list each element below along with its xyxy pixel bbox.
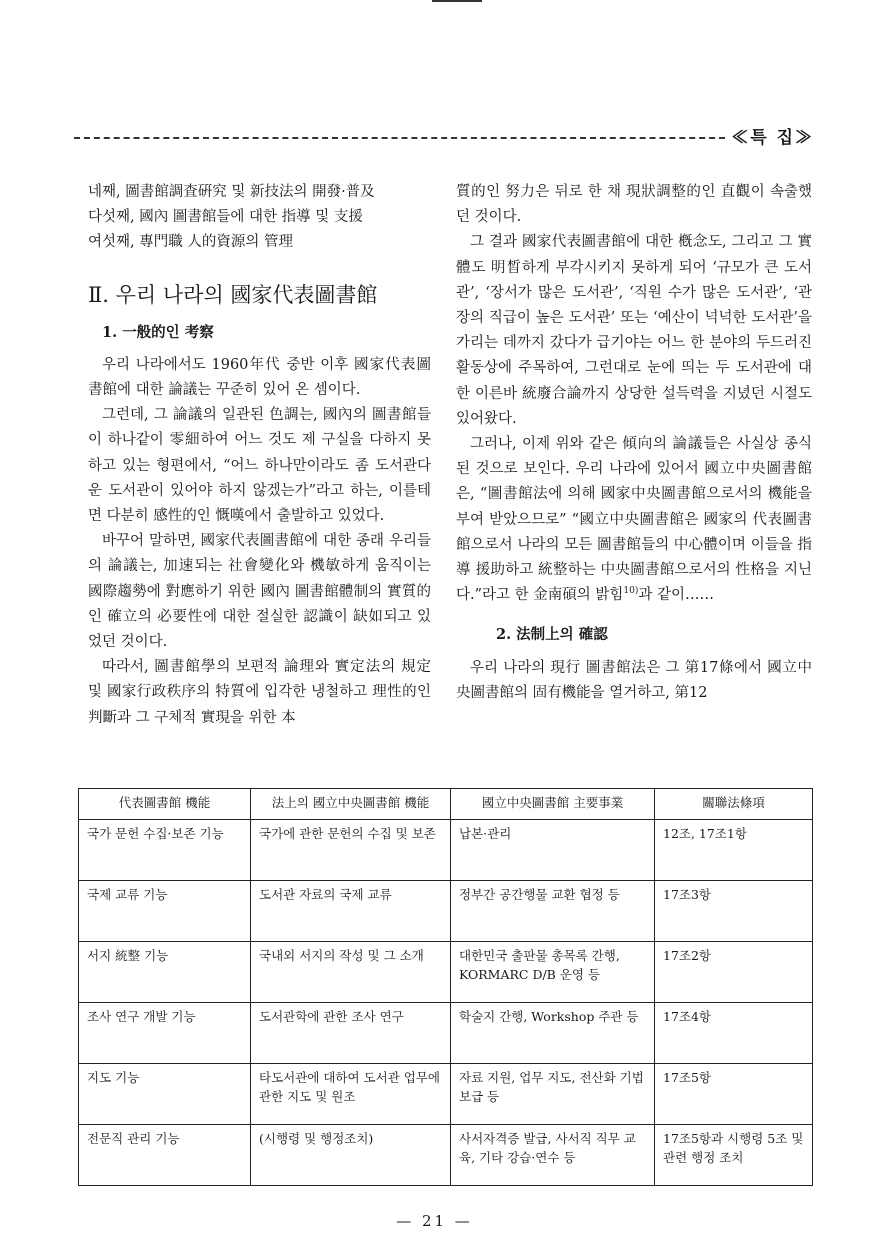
table-cell: 타도서관에 대하여 도서관 업무에 관한 지도 및 원조 bbox=[251, 1064, 451, 1125]
table-cell: 지도 기능 bbox=[79, 1064, 251, 1125]
table-cell: (시행령 및 행정조치) bbox=[251, 1125, 451, 1186]
section-heading: Ⅱ. 우리 나라의 國家代表圖書館 bbox=[88, 282, 378, 307]
table-cell: 12조, 17조1항 bbox=[655, 820, 813, 881]
column-header: 法上의 國立中央圖書館 機能 bbox=[251, 789, 451, 820]
table-row bbox=[79, 942, 813, 1003]
table-row bbox=[79, 820, 813, 881]
table-cell: 도서관학에 관한 조사 연구 bbox=[251, 1003, 451, 1064]
page-number: — 21 — bbox=[396, 1212, 473, 1230]
paragraph bbox=[456, 432, 812, 608]
table-cell: 국가 문헌 수집·보존 기능 bbox=[79, 820, 251, 881]
table-cell: 국제 교류 기능 bbox=[79, 881, 251, 942]
left-column bbox=[88, 180, 431, 731]
table-header-row bbox=[79, 789, 813, 820]
column-header: 代表圖書館 機能 bbox=[79, 789, 251, 820]
list-item: 여섯째, 專門職 人的資源의 管理 bbox=[88, 234, 293, 251]
column-header: 國立中央圖書館 主要事業 bbox=[451, 789, 655, 820]
column-header: 關聯法條項 bbox=[655, 789, 813, 820]
subsection-heading: 2. 法制上의 確認 bbox=[496, 626, 608, 644]
table-cell: 17조4항 bbox=[655, 1003, 813, 1064]
table-row bbox=[79, 1125, 813, 1186]
table-cell: 서지 統整 기능 bbox=[79, 942, 251, 1003]
table-cell: 17조5항과 시행령 5조 및 관련 행정 조치 bbox=[655, 1125, 813, 1186]
table-cell: 17조5항 bbox=[655, 1064, 813, 1125]
paragraph: 바꾸어 말하면, 國家代表圖書館에 대한 종래 우리들의 論議는, 加速되는 社會變化와 機敏하게 움직이는 國際趨勢에 對應하기 위한 國內 圖書館體制의 實質的인 確立의 必要性에 대한 절실한 認識이 缺如되고 있었던 것이다. bbox=[88, 533, 431, 651]
subsection-heading: 1. 一般的인 考察 bbox=[102, 323, 214, 341]
table-cell: 학술지 간행, Workshop 주관 등 bbox=[451, 1003, 655, 1064]
paragraph: 그 결과 國家代表圖書館에 대한 槪念도, 그리고 그 實體도 明晳하게 부각시키지 못하게 되어 ‘규모가 큰 도서관’, ‘장서가 많은 도서관’, ‘직원 수가 많은 도서관’, ‘관장의 직급이 높은 도서관’ 또는 ‘예산이 넉넉한 도서관’을 가리는 데까지 갔다가 급기야는 어느 한 분야의 두드러진 활동상에 주목하여, 그런대로 눈에 띄는 두 도서관에 대한 이른바 統廢合論까지 상당한 설득력을 지녔던 시절도 있어왔다. bbox=[456, 234, 812, 427]
functions-table bbox=[78, 788, 813, 1186]
table-cell: 대한민국 출판물 총목록 간행, KORMARC D/B 운영 등 bbox=[451, 942, 655, 1003]
table-cell: 국내외 서지의 작성 및 그 소개 bbox=[251, 942, 451, 1003]
table-row bbox=[79, 881, 813, 942]
table-cell: 17조2항 bbox=[655, 942, 813, 1003]
running-header bbox=[74, 122, 814, 148]
list-item: 네째, 圖書館調査硏究 및 新技法의 開發·普及 bbox=[88, 184, 375, 200]
table-row bbox=[79, 1064, 813, 1125]
table-cell: 17조3항 bbox=[655, 881, 813, 942]
top-edge-rule bbox=[432, 0, 482, 2]
table-cell: 자료 지원, 업무 지도, 전산화 기법 보급 등 bbox=[451, 1064, 655, 1125]
paragraph: 그런데, 그 論議의 일관된 色調는, 國內의 圖書館들이 하나같이 零細하여 어느 것도 제 구실을 다하지 못하고 있는 형편에서, “어느 하나만이라도 좀 도서관다운 도서관이 있어야 하지 않겠는가”라고 하는, 이를테면 다분히 感性的인 慨嘆에서 출발하고 있었다. bbox=[88, 407, 431, 525]
paragraph: 따라서, 圖書館學의 보편적 論理와 實定法의 規定 및 國家行政秩序의 特質에 입각한 냉철하고 理性的인 判斷과 그 구체적 實現을 위한 本 bbox=[88, 659, 431, 726]
list-item: 다섯째, 國內 圖書館들에 대한 指導 및 支援 bbox=[88, 209, 363, 226]
table-cell: 도서관 자료의 국제 교류 bbox=[251, 881, 451, 942]
section-title: ≪특 집≫ bbox=[731, 127, 814, 148]
table-cell: 납본·관리 bbox=[451, 820, 655, 881]
paragraph: 質的인 努力은 뒤로 한 채 現狀調整的인 直觀이 속출했던 것이다. bbox=[456, 184, 812, 226]
table-cell: 국가에 관한 문헌의 수집 및 보존 bbox=[251, 820, 451, 881]
paragraph: 우리 나라에서도 1960年代 중반 이후 國家代表圖書館에 대한 論議는 꾸준히 있어 온 셈이다. bbox=[88, 356, 431, 399]
paragraph: 우리 나라의 現行 圖書館法은 그 第17條에서 國立中央圖書館의 固有機能을 열거하고, 第12 bbox=[456, 659, 812, 701]
table-cell: 사서자격증 발급, 사서직 직무 교육, 기타 강습·연수 등 bbox=[451, 1125, 655, 1186]
footnote-ref: 10) bbox=[623, 586, 639, 597]
table-row bbox=[79, 1003, 813, 1064]
right-column bbox=[456, 180, 812, 706]
table-cell: 조사 연구 개발 기능 bbox=[79, 1003, 251, 1064]
table-cell: 전문직 관리 기능 bbox=[79, 1125, 251, 1186]
paragraph-text: 그러나, 이제 위와 같은 傾向의 論議들은 사실상 종식된 것으로 보인다. 우리 나라에 있어서 國立中央圖書館은, “圖書館法에 의해 國家中央圖書館으로서의 機能을 부여 받았으므로” “國立中央圖書館은 國家의 代表圖書館으로서 나라의 모든 圖書館들의 中心體이며 이들을 指導 援助하고 統整하는 中央圖書館으로서의 性格을 지닌다.”라고 한 金南碩의 밝힘 bbox=[456, 436, 812, 604]
header-dashed-rule bbox=[74, 137, 725, 139]
paragraph-tail: 과 같이…… bbox=[638, 587, 715, 604]
table-cell: 정부간 공간행물 교환 협정 등 bbox=[451, 881, 655, 942]
